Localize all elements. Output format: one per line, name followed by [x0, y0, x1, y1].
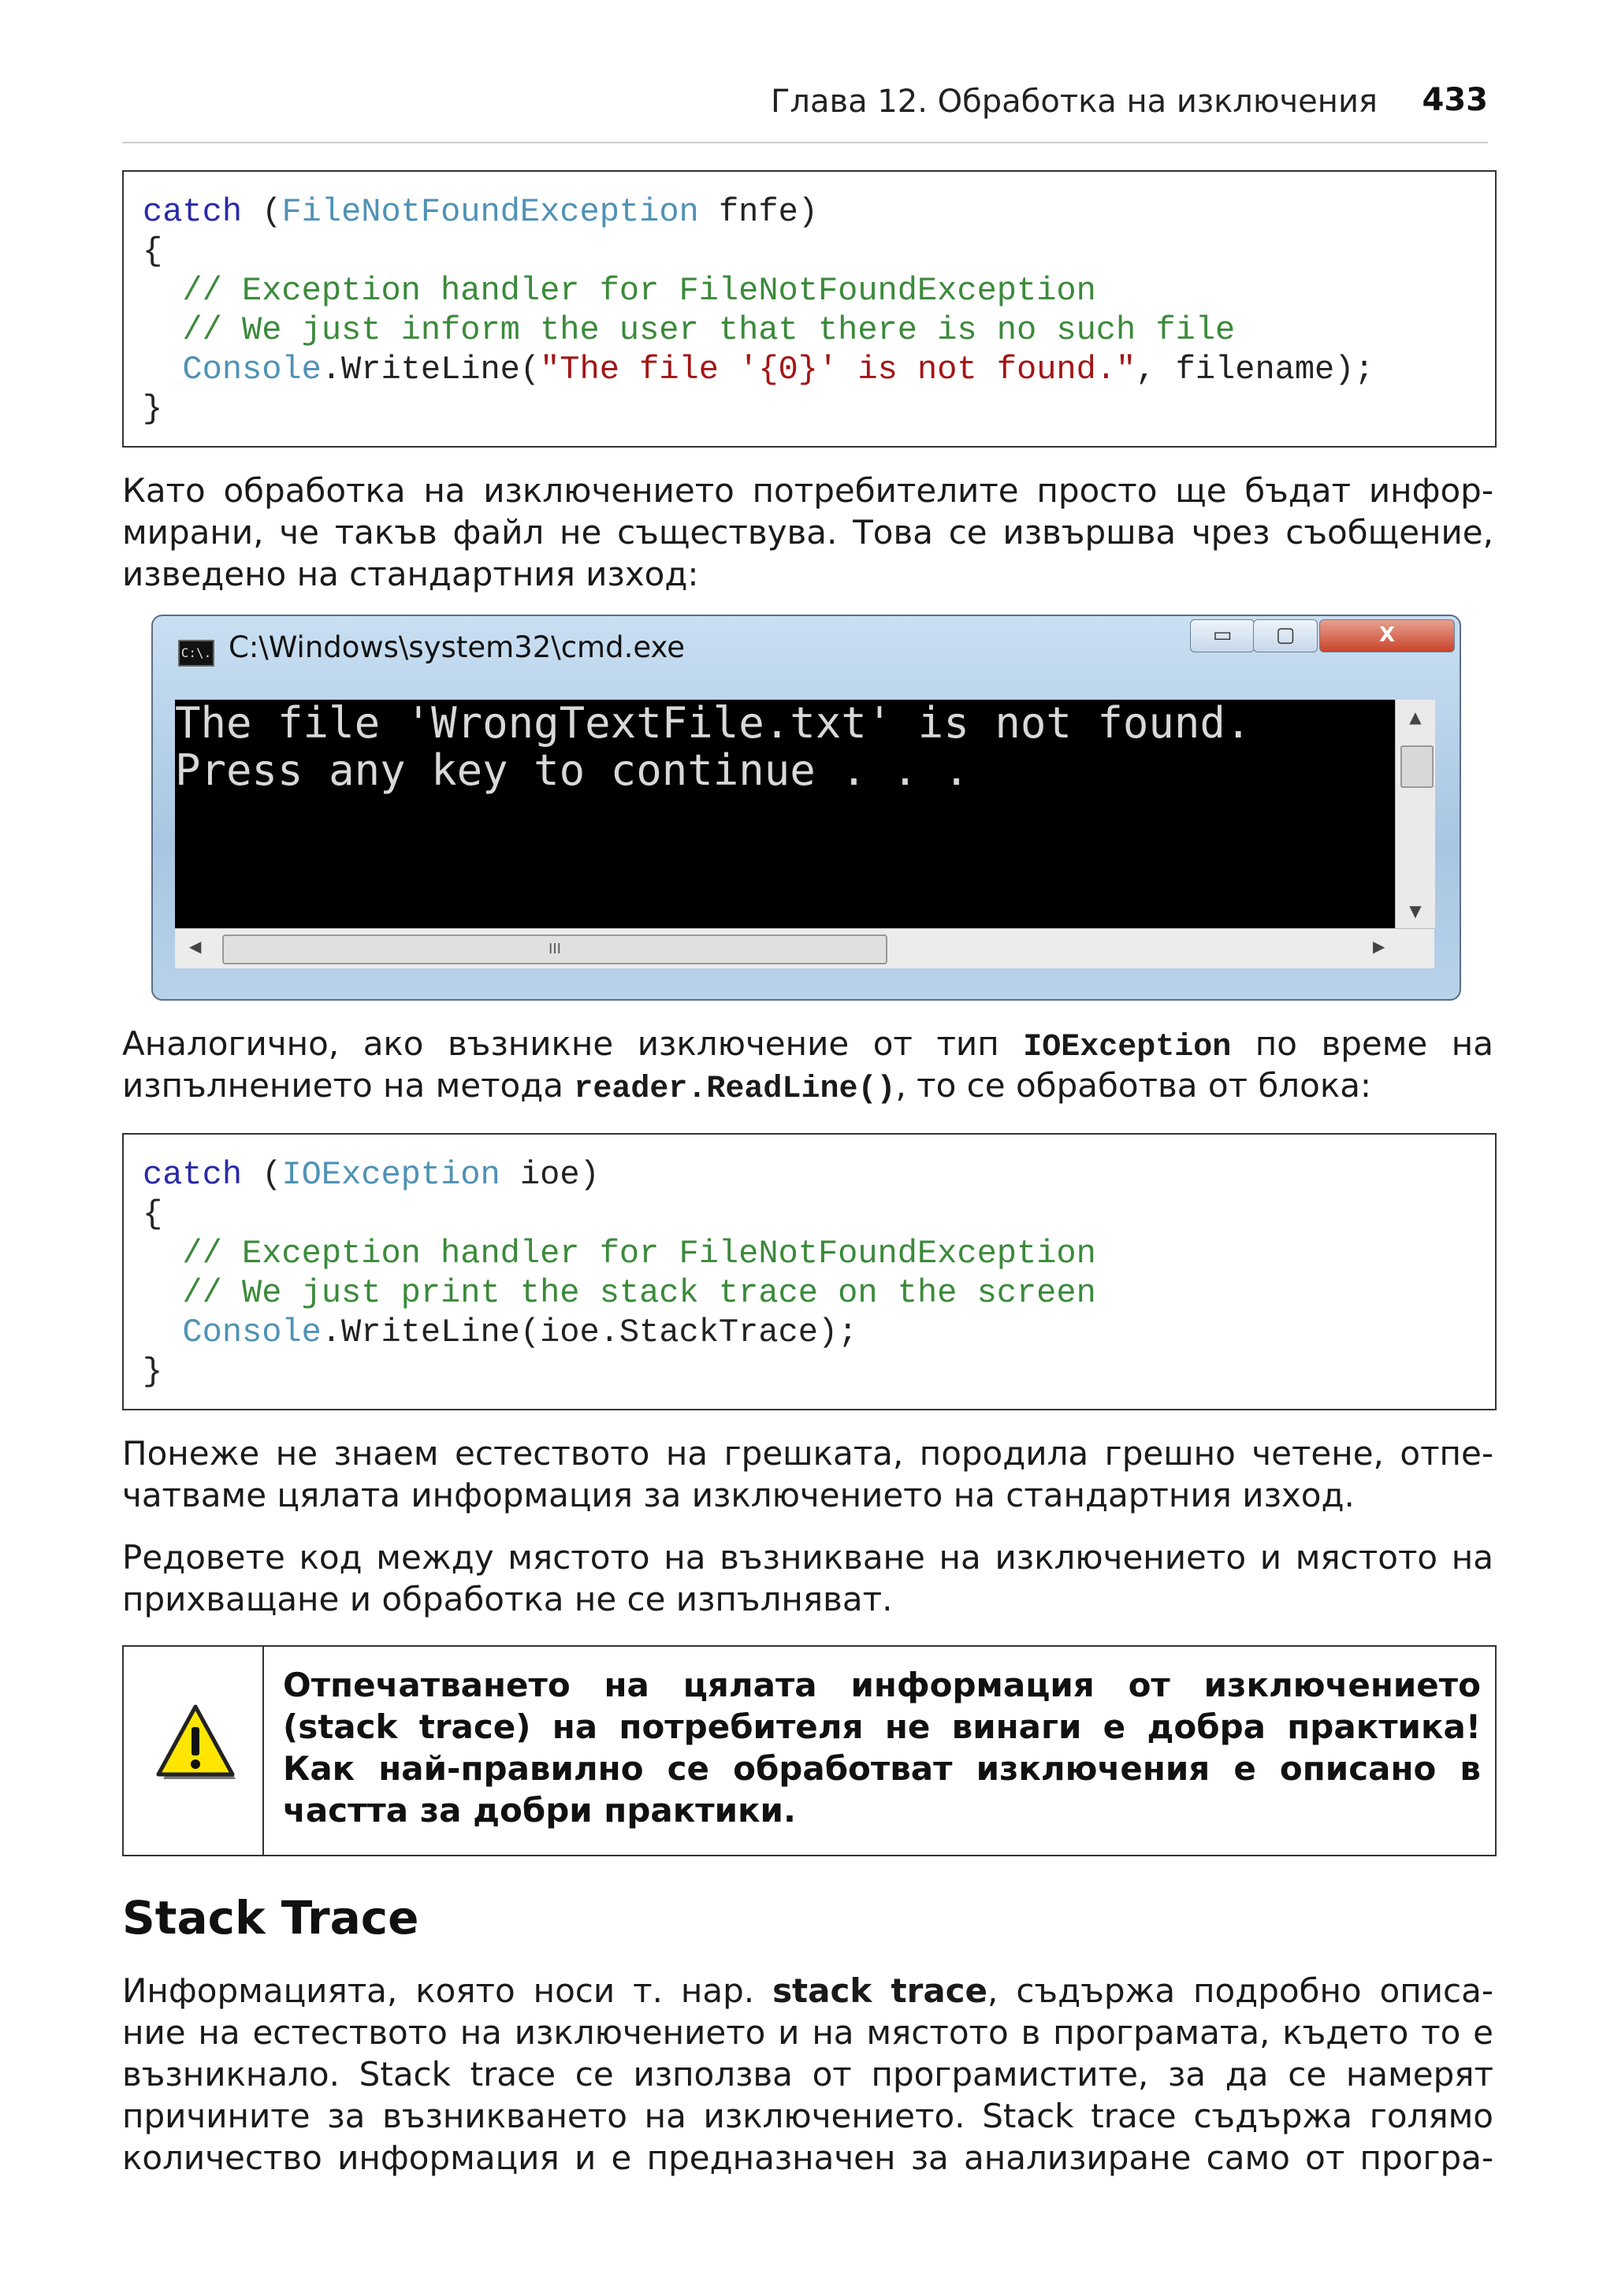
cmd-app-icon: C:\.: [178, 640, 214, 667]
maximize-button[interactable]: ▢: [1253, 619, 1318, 652]
paragraph-handling-description: Като обработка на изключението потребителите просто ще бъдат инфор- мирани, че такъв файл не съществува. Това се извършва чрез съобщение, изведено на стандартния изход:: [122, 471, 1493, 593]
code-line: {: [143, 1195, 163, 1233]
console-line: The file 'WrongTextFile.txt' is not found.: [175, 698, 1251, 748]
cmd-titlebar: [153, 616, 1460, 678]
horizontal-scrollbar[interactable]: [175, 928, 1434, 968]
paragraph-ioexception: Аналогично, ако възникне изключение от тип IOException по време на изпълнението на метода reader.ReadLine(), то се обработва от блока:: [122, 1024, 1493, 1107]
warning-divider: [262, 1647, 264, 1855]
inline-code: reader.ReadLine(): [574, 1072, 896, 1107]
scroll-up-icon[interactable]: ▲: [1409, 708, 1422, 726]
console-output: [175, 700, 1420, 928]
cmd-window-title: C:\Windows\system32\cmd.exe: [229, 630, 685, 664]
code-block-file-not-found: [122, 170, 1497, 448]
inline-code: IOException: [1023, 1030, 1232, 1065]
bold-term: stack trace: [772, 1971, 988, 2010]
close-button[interactable]: X: [1319, 619, 1455, 652]
code-comment: // We just print the stack trace on the screen: [143, 1274, 1096, 1312]
horizontal-scroll-thumb[interactable]: III: [222, 934, 887, 964]
paragraph-skipped-lines: Редовете код между мястото на възникване на изключението и мястото на прихващане и обработка не се изпълняват.: [122, 1538, 1493, 1618]
warning-text: Отпечатването на цялата информация от изключението (stack trace) на потребителя не винаги е добра практика! Как най-правилно се обработват изключения е описано в частта за добри практики.: [283, 1666, 1481, 1830]
code-comment: // Exception handler for FileNotFoundException: [143, 1235, 1096, 1272]
vertical-scrollbar[interactable]: [1395, 700, 1435, 928]
code-block-ioexception: [122, 1133, 1497, 1410]
code-line: }: [143, 390, 163, 428]
vertical-scroll-thumb[interactable]: [1400, 745, 1434, 788]
chapter-title: Глава 12. Обработка на изключения: [771, 84, 1378, 120]
page-header: [122, 79, 1488, 143]
warning-icon: [152, 1702, 239, 1789]
scroll-down-icon[interactable]: ▼: [1409, 901, 1422, 920]
paragraph-stack-trace-intro: Информацията, която носи т. нар. stack trace, съдържа подробно описа- ние на естеството на изключението и на мястото в програмата, където то е възникнало. Stack trace се използва от програмистите, за да се намерят причините за възникването на изключението. Stack trace съдържа голямо количество информация и е предназначен за анализиране само от програ-: [122, 1971, 1493, 2177]
scroll-left-icon[interactable]: ◀: [189, 937, 202, 956]
paragraph-print-stacktrace: Понеже не знаем естеството на грешката, породила грешно четене, отпе- чатваме цялата информация за изключението на стандартния изход.: [122, 1434, 1493, 1514]
console-line: Press any key to continue . . .: [175, 745, 969, 795]
page-number: 433: [1422, 82, 1488, 118]
code-line: Console.WriteLine(ioe.StackTrace);: [143, 1313, 858, 1351]
code-comment: // We just inform the user that there is no such file: [143, 311, 1236, 349]
cmd-window-screenshot: [151, 615, 1461, 1001]
minimize-button[interactable]: ▭: [1190, 619, 1255, 652]
code-line: catch (FileNotFoundException fnfe): [143, 193, 818, 231]
code-line: {: [143, 232, 163, 270]
section-heading: Stack Trace: [122, 1891, 419, 1945]
code-comment: // Exception handler for FileNotFoundException: [143, 272, 1096, 310]
scroll-right-icon[interactable]: ▶: [1373, 937, 1385, 956]
code-line: Console.WriteLine("The file '{0}' is not found.", filename);: [143, 351, 1374, 388]
warning-box: [122, 1645, 1497, 1856]
code-line: catch (IOException ioe): [143, 1156, 600, 1194]
code-line: }: [143, 1353, 163, 1391]
